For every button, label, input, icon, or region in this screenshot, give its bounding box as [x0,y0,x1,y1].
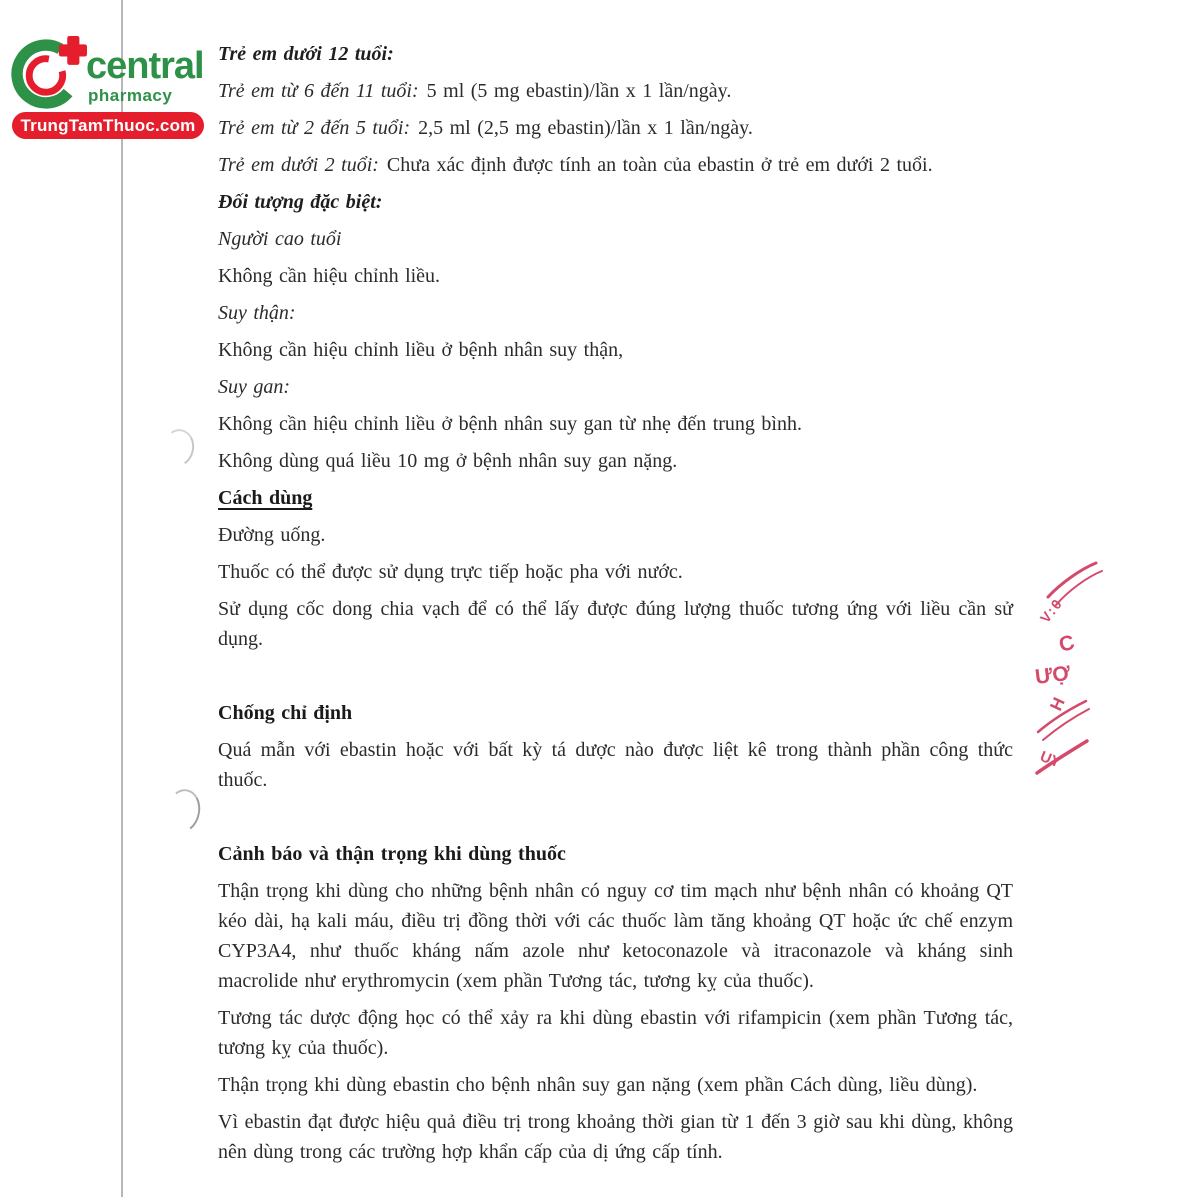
paragraph-text: Chưa xác định được tính an toàn của ebastin ở trẻ em dưới 2 tuổi. [386,154,933,176]
dose-under-2-paragraph [218,150,1013,180]
stamp-text-fragment: UY [1037,747,1064,772]
paragraph-lead: Trẻ em từ 6 đến 11 tuổi: [218,80,419,102]
paragraph-text: 2,5 ml (2,5 mg ebastin)/lần x 1 lần/ngày. [418,117,753,139]
stamp-text-fragment: H [1046,694,1069,714]
punch-hole-mark [162,786,204,836]
paragraph-lead: Trẻ em từ 2 đến 5 tuổi: [218,117,411,139]
paragraph: Sử dụng cốc dong chia vạch để có thể lấy được đúng lượng thuốc tương ứng với liều cần sử dụng. [218,598,1013,650]
red-stamp-fragment [1034,560,1108,776]
scan-edge-line [121,0,123,1197]
paragraph: Quá mẫn với ebastin hoặc với bất kỳ tá dược nào được liệt kê trong thành phần công thức thuốc. [218,739,1013,791]
warnings-heading: Cảnh báo và thận trọng khi dùng thuốc [218,843,566,865]
administration-heading: Cách dùng [218,487,313,509]
contraindications-heading: Chống chỉ định [218,702,353,724]
dose-2-to-5-paragraph [218,113,1013,143]
punch-hole-mark [158,426,198,471]
paragraph: Không cần hiệu chỉnh liều. [218,265,441,287]
special-populations-heading: Đối tượng đặc biệt: [218,191,383,213]
paragraph: Vì ebastin đạt được hiệu quả điều trị trong khoảng thời gian từ 1 đến 3 giờ sau khi dùng, không nên dùng trong các trường hợp khẩn cấp của dị ứng cấp tính. [218,1111,1013,1163]
paragraph-text: 5 ml (5 mg ebastin)/lần x 1 lần/ngày. [426,80,732,102]
elderly-subheading: Người cao tuổi [218,228,342,250]
paragraph: Không cần hiệu chỉnh liều ở bệnh nhân suy thận, [218,339,624,361]
stamp-text-fragment: C [1056,630,1077,657]
logo-brand-text: central [86,45,204,87]
dose-6-to-11-paragraph [218,76,1013,106]
paragraph: Thận trọng khi dùng ebastin cho bệnh nhân suy gan nặng (xem phần Cách dùng, liều dùng). [218,1074,978,1096]
renal-impairment-subheading: Suy thận: [218,302,296,324]
central-pharmacy-logo-icon [11,36,87,112]
leaflet-text-column [218,39,1013,1174]
logo-site-banner: TrungTamThuoc.com [12,112,204,139]
children-under-12-heading: Trẻ em dưới 12 tuổi: [218,43,394,65]
stamp-text-fragment: V:0 [1036,594,1066,626]
paragraph: Không cần hiệu chỉnh liều ở bệnh nhân suy gan từ nhẹ đến trung bình. [218,413,802,435]
hepatic-impairment-subheading: Suy gan: [218,376,291,398]
paragraph-lead: Trẻ em dưới 2 tuổi: [218,154,379,176]
paragraph: Không dùng quá liều 10 mg ở bệnh nhân suy gan nặng. [218,450,678,472]
paragraph: Đường uống. [218,524,326,546]
paragraph: Thận trọng khi dùng cho những bệnh nhân có nguy cơ tim mạch như bệnh nhân có khoảng QT kéo dài, hạ kali máu, điều trị đồng thời với các thuốc làm tăng khoảng QT hoặc ức chế enzym CYP3A4, như thuốc kháng nấm azole như ketoconazole và itraconazole và kháng sinh macrolide như erythromycin (xem phần Tương tác, tương kỵ của thuốc). [218,880,1013,992]
paragraph: Thuốc có thể được sử dụng trực tiếp hoặc pha với nước. [218,561,683,583]
paragraph: Tương tác dược động học có thể xảy ra khi dùng ebastin với rifampicin (xem phần Tương tác, tương kỵ của thuốc). [218,1007,1013,1059]
stamp-text-fragment: ƯỢ [1034,661,1072,689]
logo-tagline-text: pharmacy [88,86,173,105]
